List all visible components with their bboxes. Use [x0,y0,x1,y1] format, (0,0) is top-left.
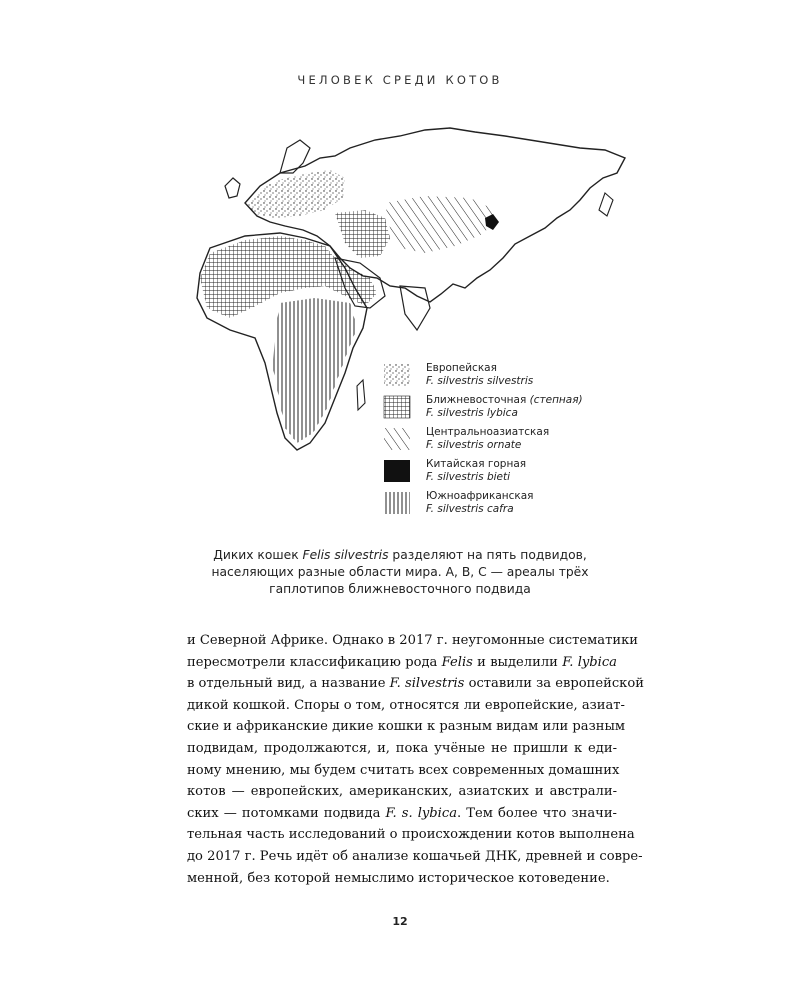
page-number: 12 [392,915,408,928]
legend-scientific: F. silvestris bieti [426,471,511,483]
text-line: дикой кошкой. Споры о том, относятся ли европейские, азиат- [187,697,625,713]
legend-item-europe [382,362,642,390]
text-line: в отдельный вид, а название F. silvestris оставили за европейской [187,676,644,692]
text-line: и Северной Африке. Однако в 2017 г. неугомонные систематики [187,633,638,648]
legend-scientific: F. silvestris silvestris [426,375,534,387]
text-line: ских — потомками подвида F. s. lybica. Тем более что значи- [187,805,617,821]
legend-item-near-east [382,394,642,422]
text-line: подвидам, продолжаются, и, пока учёные не пришли к еди- [187,740,617,756]
legend-item-central-asia [382,426,642,454]
figure-caption [150,547,650,598]
range-south-africa [273,298,357,443]
text-line: менной, без которой немыслимо историческое котоведение. [187,870,610,886]
legend-name: Центральноазиатская [426,426,550,438]
text-line: тельная часть исследований о происхождении котов выполнена [187,827,635,843]
caption-text: разделяют на пять подвидов, [388,548,587,562]
range-near-east-2 [335,210,390,258]
text-line: до 2017 г. Речь идёт об анализе кошачьей ДНК, древней и совре- [187,848,643,864]
legend-name: Китайская горная [426,458,527,470]
legend-name: Европейская [426,362,497,374]
running-head: ЧЕЛОВЕК СРЕДИ КОТОВ [297,73,503,87]
caption-text: гаплотипов ближневосточного подвида [269,582,531,596]
text-line: пересмотрели классификацию рода Felis и выделили F. lybica [187,654,617,670]
text-line: ному мнению, мы будем считать всех современных домашних [187,762,620,778]
legend-scientific: F. silvestris lybica [426,407,518,419]
caption-italic: Felis silvestris [302,548,389,562]
legend-item-south-africa [382,490,642,518]
body-paragraph [187,630,644,889]
range-europe [247,170,345,218]
legend-name: Ближневосточная [426,394,527,406]
text-line: котов — европейских, американских, азиатских и австрали- [187,784,617,800]
legend-scientific: F. silvestris cafra [426,503,514,515]
caption-text: Диких кошек [213,548,303,562]
legend-scientific: F. silvestris ornate [426,439,522,451]
legend-name: Южноафриканская [426,490,534,502]
legend-item-china [382,458,642,486]
legend-name-italic: (степная) [529,394,583,406]
text-line: ские и африканские дикие кошки к разным видам или разным [187,719,626,735]
range-central-asia [385,196,495,253]
map-legend [382,362,642,522]
caption-text: населяющих разные области мира. A, B, C — ареалы трёх [211,565,589,579]
